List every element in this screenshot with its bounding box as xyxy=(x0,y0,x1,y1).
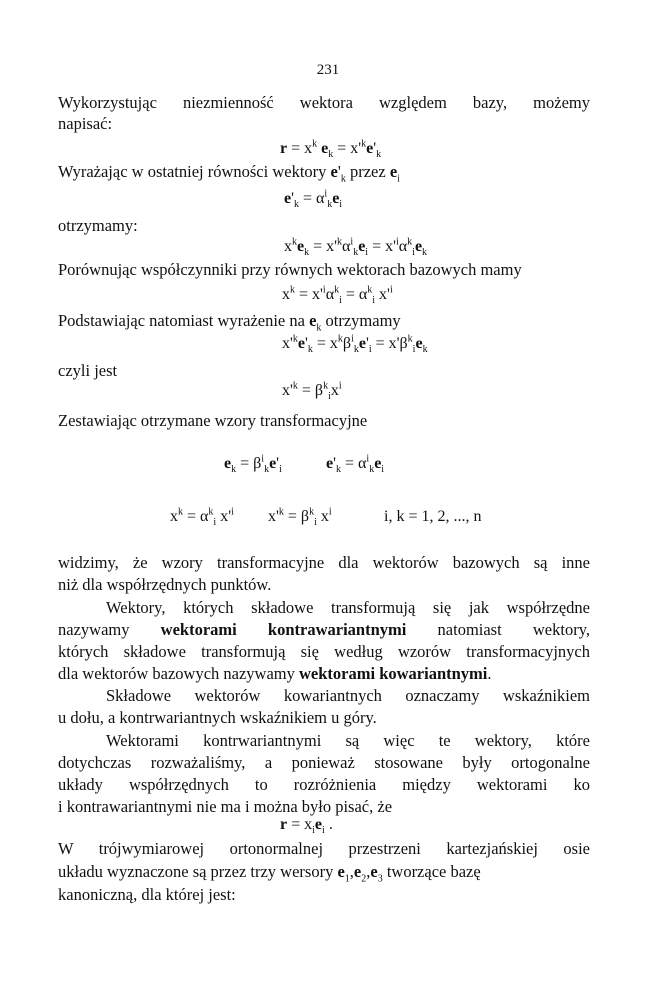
text-fragment: tworzące bazę xyxy=(386,862,481,881)
text-fragment: nazywamy xyxy=(58,620,130,639)
formula: $r = x_ie_i$ . xyxy=(280,816,333,837)
text-line: widzimy, że wzory transformacyjne dla wektorów bazowych są inne xyxy=(58,553,590,572)
formula: $e'_k = \alpha^i_ke_i$ xyxy=(284,188,343,211)
formula: $r = x^k$ $e_k = x'^ke'_k$ xyxy=(280,138,382,161)
text-line: Wektorami kontrwariantnymi są więc te wektory, które xyxy=(106,731,590,750)
formula: $x^ke_k = x'^k\alpha^i_ke_i = x'^i\alpha^k_ie_k$ xyxy=(284,236,428,259)
text-line: których składowe transformują się według wzorów transformacyjnych xyxy=(58,642,590,661)
formula: $x^k = x'^i\alpha^k_i = \alpha^k_i$ $x'^i$ xyxy=(282,284,393,307)
formula-inline: $e_k$ xyxy=(309,311,322,334)
text-line: napisać: xyxy=(58,114,113,133)
text-line: dotychczas rozważaliśmy, a ponieważ stosowane były ortogonalne xyxy=(58,753,590,772)
text-line: Porównując współczynniki przy równych wektorach bazowych mamy xyxy=(58,260,522,279)
text-line: dla wektorów bazowych nazywamy wektorami kowariantnymi. xyxy=(58,664,492,683)
formula: $x'^k = \beta^k_i$ $x^i$ xyxy=(268,506,332,529)
text-line: kanoniczną, dla której jest: xyxy=(58,885,236,904)
text-line xyxy=(58,310,401,332)
text-fragment: otrzymamy xyxy=(325,311,401,330)
text-line xyxy=(58,619,590,641)
term-contravariant: wektorami kontrawariantnymi xyxy=(160,620,407,639)
term-covariant: wektorami kowariantnymi xyxy=(299,664,488,683)
text-fragment: Wyrażając w ostatniej równości wektory xyxy=(58,162,327,181)
formula: $x'^k = \beta^k_ix^i$ xyxy=(282,380,342,403)
text-fragment: dla wektorów bazowych nazywamy xyxy=(58,664,295,683)
formula-range: i, k = 1, 2, ..., n xyxy=(384,508,482,525)
text-line: W trójwymiarowej ortonormalnej przestrzeni kartezjańskiej osie xyxy=(58,839,590,858)
text-line: u dołu, a kontrwariantnych wskaźnikiem u góry. xyxy=(58,708,377,727)
text-fragment: natomiast wektory, xyxy=(437,620,590,639)
formula-inline: $e_i$ xyxy=(389,162,400,185)
text-line: otrzymamy: xyxy=(58,216,138,235)
text-line: niż dla współrzędnych punktów. xyxy=(58,575,272,594)
text-fragment: układu wyznaczone są przez trzy wersory xyxy=(58,862,334,881)
text-fragment: przez xyxy=(349,162,386,181)
formula: $x'^ke'_k = x^k\beta^i_ke'_i = x'\beta^k_ie_k$ xyxy=(282,333,428,356)
formula: $e_k = \beta^i_ke'_i$ xyxy=(224,453,282,476)
text-line xyxy=(58,861,590,883)
formula: $e'_k = \alpha^i_ke_i$ xyxy=(326,453,385,476)
text-fragment: Podstawiając natomiast wyrażenie na xyxy=(58,311,305,330)
text-line: układy współrzędnych to rozróżnienia między wektorami ko xyxy=(58,775,590,794)
text-line: Zestawiając otrzymane wzory transformacyjne xyxy=(58,411,368,430)
text-line: Wykorzystując niezmienność wektora względem bazy, możemy xyxy=(58,93,590,112)
text-line: i kontrawariantnymi nie ma i można było pisać, że xyxy=(58,797,393,816)
text-line: Wektory, których składowe transformują się jak współrzędne xyxy=(106,598,590,617)
formula: $x^k = \alpha^k_i$ $x'^i$ xyxy=(170,506,234,529)
page-number: 231 xyxy=(316,62,340,78)
text-line: Składowe wektorów kowariantnych oznaczamy wskaźnikiem xyxy=(106,686,590,705)
text-line xyxy=(58,161,400,183)
text-line: czyli jest xyxy=(58,361,118,380)
formula-inline: $e_1,e_2,e_3$ xyxy=(337,862,383,885)
formula-inline: $e'_k$ xyxy=(330,162,346,185)
